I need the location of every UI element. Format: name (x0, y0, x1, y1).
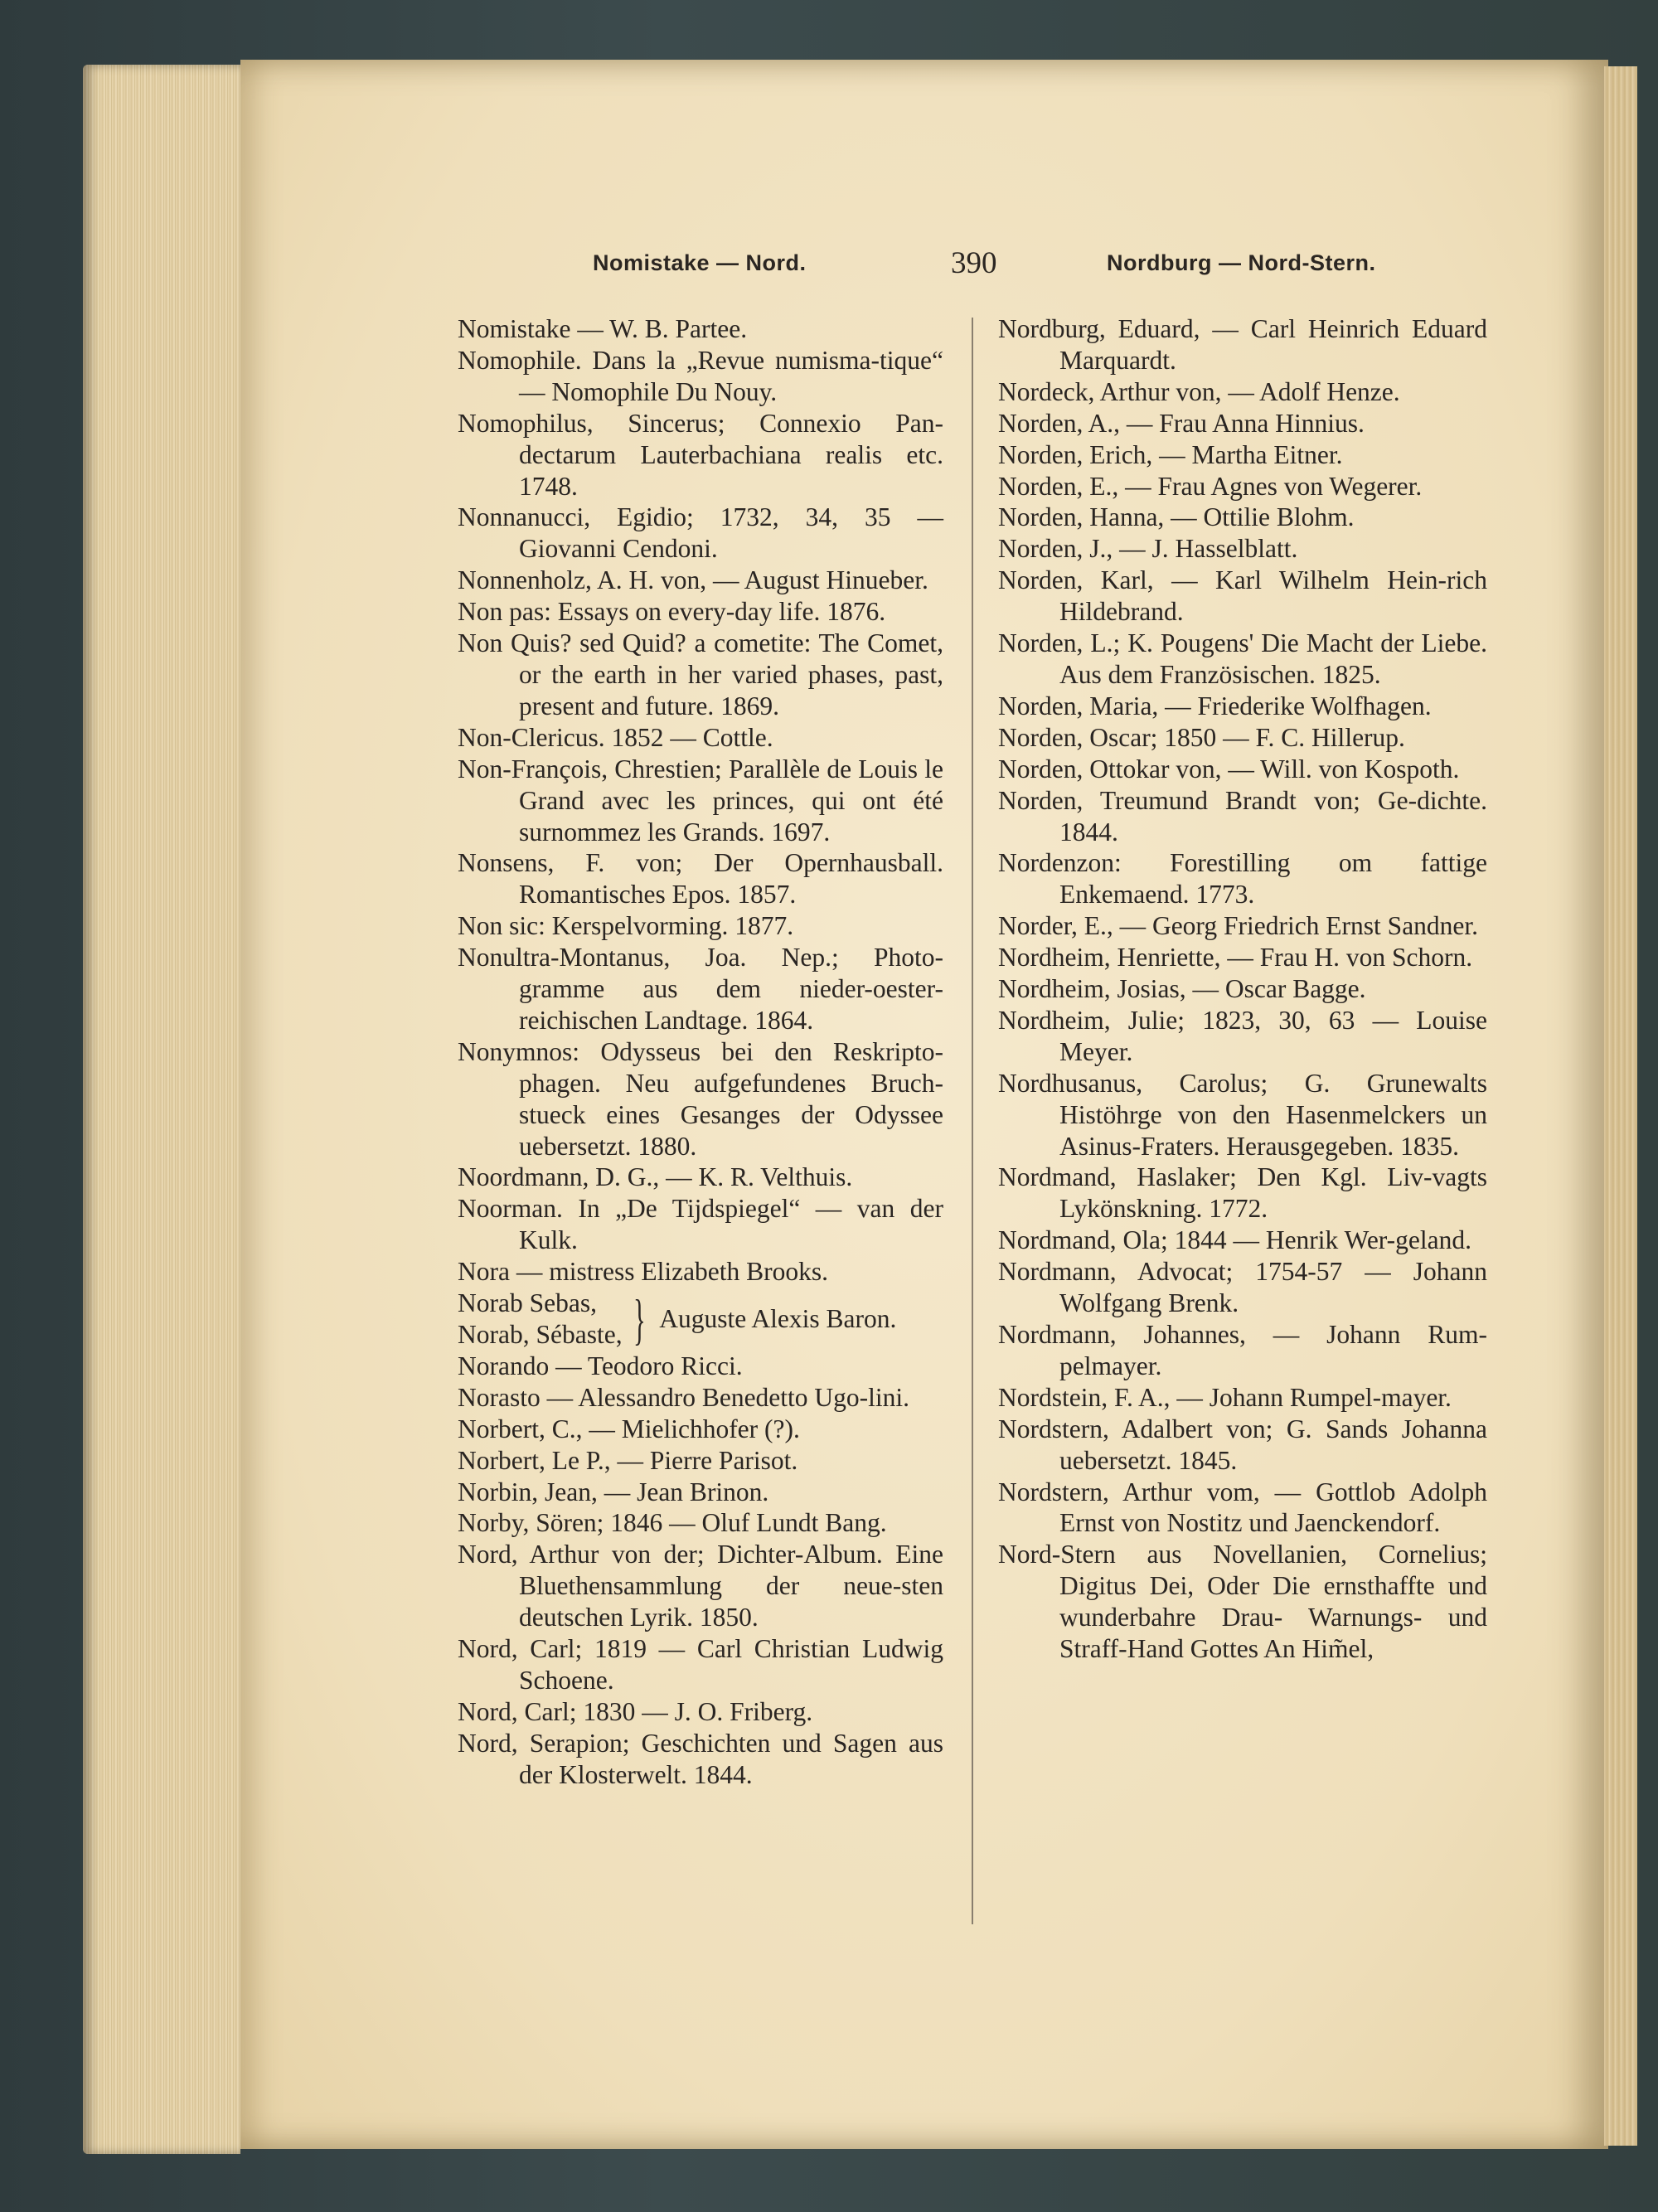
page-edges-left (83, 65, 240, 2154)
index-entry: Norasto — Alessandro Benedetto Ugo-lini. (458, 1382, 910, 1412)
running-head-right: Nordburg — Nord-Stern. (1107, 250, 1376, 275)
index-entry: Nordheim, Henriette, — Frau H. von Schorn. (998, 943, 1473, 973)
index-entry: Nordeck, Arthur von, — Adolf Henze. (998, 376, 1400, 406)
index-entry: Nonsens, F. von; Der Opernhausball. Romantisches Epos. 1857. (458, 848, 943, 910)
index-entry: Norden, L.; K. Pougens' Die Macht der Liebe. Aus dem Französischen. 1825. (998, 628, 1487, 689)
brace-name: Norab Sebas, (458, 1288, 597, 1318)
index-entry: Nord, Carl; 1830 — J. O. Friberg. (458, 1696, 813, 1726)
index-entry: Nordmann, Advocat; 1754-57 — Johann Wolfgang Brenk. (998, 1257, 1487, 1318)
running-head (456, 246, 1534, 282)
right-column (998, 313, 1487, 1665)
index-entry: Nomophile. Dans la „Revue numisma-tique“ — Nomophile Du Nouy. (458, 345, 943, 406)
left-column (458, 313, 943, 1791)
index-entry: Nonnanucci, Egidio; 1732, 34, 35 — Giovanni Cendoni. (458, 502, 943, 564)
index-entry: Norden, E., — Frau Agnes von Wegerer. (998, 471, 1423, 501)
index-entry: Norbert, Le P., — Pierre Parisot. (458, 1445, 798, 1475)
index-entry: Norden, Erich, — Martha Eitner. (998, 439, 1343, 469)
index-entry: Norden, Treumund Brandt von; Ge-dichte. 1844. (998, 785, 1487, 846)
index-entry: Nordheim, Josias, — Oscar Bagge. (998, 974, 1366, 1004)
brace-icon: } (633, 1288, 646, 1351)
index-entry: Nordenzon: Forestilling om fattige Enkemaend. 1773. (998, 848, 1487, 910)
index-entry: Norden, Oscar; 1850 — F. C. Hillerup. (998, 722, 1405, 752)
index-entry: Nord, Arthur von der; Dichter-Album. Eine Bluethensammlung der neue-sten deutschen Lyrik. 1850. (458, 1540, 943, 1632)
index-entry: Nordstern, Adalbert von; G. Sands Johanna uebersetzt. 1845. (998, 1414, 1487, 1475)
index-entry: Norden, Ottokar von, — Will. von Kospoth. (998, 754, 1460, 783)
index-entry: Nordstern, Arthur vom, — Gottlob Adolph Ernst von Nostitz und Jaenckendorf. (998, 1477, 1487, 1538)
index-entry: Nord, Serapion; Geschichten und Sagen aus der Klosterwelt. 1844. (458, 1728, 943, 1789)
page-number: 390 (951, 246, 997, 280)
brace-target: Auguste Alexis Baron. (659, 1304, 897, 1334)
index-entry: Nord-Stern aus Novellanien, Cornelius; Digitus Dei, Oder Die ernsthaffte und wunderbahre Drau- Warnungs- und Straff-Hand Gottes An Him̃el, (998, 1540, 1487, 1664)
index-entry: Non-François, Chrestien; Parallèle de Louis le Grand avec les princes, qui ont été surnommez les Grands. 1697. (458, 754, 943, 846)
index-entry: Nonnenholz, A. H. von, — August Hinueber. (458, 565, 928, 595)
index-entry: Non pas: Essays on every-day life. 1876. (458, 597, 886, 627)
index-entry: Nordmand, Ola; 1844 — Henrik Wer-geland. (998, 1225, 1471, 1255)
index-entry: Non sic: Kerspelvorming. 1877. (458, 911, 794, 941)
index-entry: Nomophilus, Sincerus; Connexio Pan-dectarum Lauterbachiana realis etc. 1748. (458, 408, 943, 501)
index-entry: Norden, Karl, — Karl Wilhelm Hein-rich Hildebrand. (998, 565, 1487, 627)
index-entry: Noorman. In „De Tijdspiegel“ — van der Kulk. (458, 1194, 943, 1255)
index-entry: Norby, Sören; 1846 — Oluf Lundt Bang. (458, 1508, 887, 1538)
index-entry: Nord, Carl; 1819 — Carl Christian Ludwig Schoene. (458, 1634, 943, 1695)
page-edges-right (1604, 66, 1637, 2146)
index-entry: Norden, J., — J. Hasselblatt. (998, 534, 1298, 564)
index-entry: Non Quis? sed Quid? a cometite: The Comet, or the earth in her varied phases, past, present and future. 1869. (458, 628, 943, 720)
index-entry: Nordmann, Johannes, — Johann Rum-pelmayer. (998, 1320, 1487, 1380)
brace-names (458, 1288, 623, 1351)
index-entry: Noordmann, D. G., — K. R. Velthuis. (458, 1162, 853, 1192)
index-entry: Norden, Hanna, — Ottilie Blohm. (998, 502, 1355, 532)
index-entry: Norden, Maria, — Friederike Wolfhagen. (998, 691, 1432, 720)
running-head-left: Nomistake — Nord. (593, 250, 807, 275)
index-entry: Norando — Teodoro Ricci. (458, 1351, 743, 1380)
brace-entry (458, 1288, 943, 1351)
index-entry: Norder, E., — Georg Friedrich Ernst Sandner. (998, 911, 1479, 941)
index-entry: Norden, A., — Frau Anna Hinnius. (998, 408, 1365, 438)
index-entry: Non-Clericus. 1852 — Cottle. (458, 722, 773, 752)
index-entry: Norbin, Jean, — Jean Brinon. (458, 1477, 769, 1506)
index-entry: Nordmand, Haslaker; Den Kgl. Liv-vagts Lykönskning. 1772. (998, 1162, 1487, 1224)
index-entry: Nora — mistress Elizabeth Brooks. (458, 1257, 829, 1287)
index-entry: Norbert, C., — Mielichhofer (?). (458, 1414, 800, 1443)
index-entry: Nordheim, Julie; 1823, 30, 63 — Louise Meyer. (998, 1005, 1487, 1066)
index-entry: Nomistake — W. B. Partee. (458, 314, 748, 343)
index-entry: Nonultra-Montanus, Joa. Nep.; Photo-gramme aus dem nieder-oester-reichischen Landtage. 1864. (458, 943, 943, 1035)
brace-name: Norab, Sébaste, (458, 1320, 623, 1349)
index-entry: Nordburg, Eduard, — Carl Heinrich Eduard Marquardt. (998, 314, 1487, 375)
column-divider (972, 318, 973, 1924)
index-entry: Nonymnos: Odysseus bei den Reskripto-phagen. Neu aufgefundenes Bruch-stueck eines Gesanges der Odyssee uebersetzt. 1880. (458, 1036, 943, 1161)
index-entry: Nordstein, F. A., — Johann Rumpel-mayer. (998, 1382, 1452, 1412)
index-entry: Nordhusanus, Carolus; G. Grunewalts Histöhrge von den Hasenmelckers un Asinus-Fraters. Herausgegeben. 1835. (998, 1068, 1487, 1161)
